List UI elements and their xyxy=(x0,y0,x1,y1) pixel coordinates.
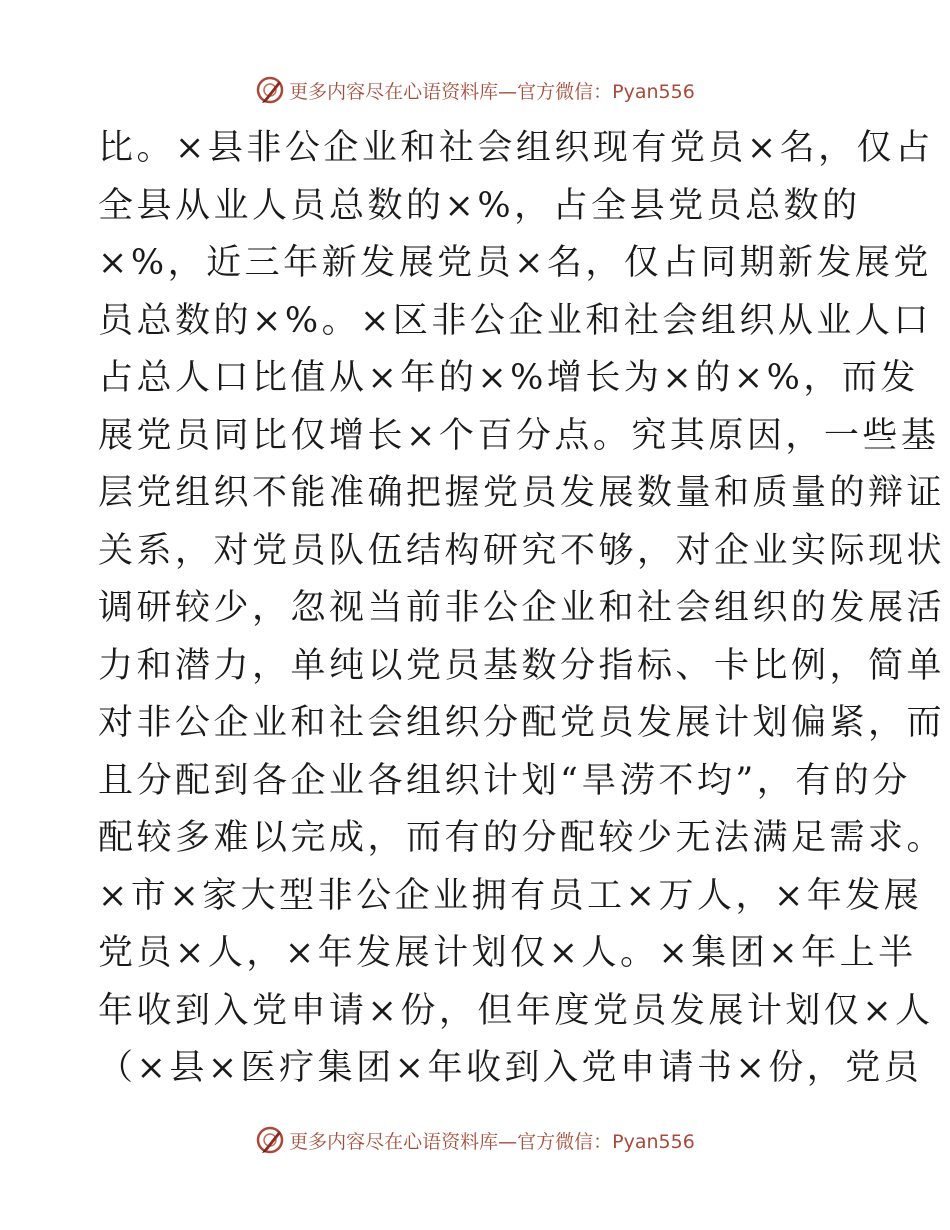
text-line: （×县×医疗集团×年收到入党申请书×份，党员 xyxy=(98,1048,923,1088)
text-line: 年收到入党申请×份，但年度党员发展计划仅×人 xyxy=(98,990,934,1031)
text-line: 层党组织不能准确把握党员发展数量和质量的辩证 xyxy=(98,473,946,513)
text-line: ×%，近三年新发展党员×名，仅占同期新发展党 xyxy=(98,243,932,283)
text-line: 力和潜力，单纯以党员基数分指标、卡比例，简单 xyxy=(98,645,946,686)
document-body xyxy=(98,120,946,1098)
text-line: 调研较少，忽视当前非公企业和社会组织的发展活 xyxy=(98,588,946,628)
text-line: 占总人口比值从×年的×%增长为×的×%，而发 xyxy=(98,358,919,398)
text-line: 且分配到各企业各组织计划“旱涝不均”，有的分 xyxy=(98,760,911,801)
watermark-text: 更多内容尽在心语资料库—官方微信：Pyan556 xyxy=(289,80,695,103)
text-line: 员总数的×%。×区非公企业和社会组织从业人口 xyxy=(98,300,932,341)
text-line: 党员×人，×年发展计划仅×人。×集团×年上半 xyxy=(98,933,917,973)
text-line: 比。×县非公企业和社会组织现有党员×名，仅占 xyxy=(98,128,934,168)
text-line: 展党员同比仅增长×个百分点。究其原因，一些基 xyxy=(98,415,940,456)
text-line: 全县从业人员总数的×%，占全县党员总数的 xyxy=(98,185,861,226)
text-line: ×市×家大型非公企业拥有员工×万人，×年发展 xyxy=(98,875,923,916)
header-watermark xyxy=(0,70,950,110)
text-line: 关系，对党员队伍结构研究不够，对企业实际现状 xyxy=(98,530,946,571)
footer-watermark xyxy=(0,1120,950,1160)
pen-circle-logo-icon xyxy=(255,1125,285,1155)
text-line: 对非公企业和社会组织分配党员发展计划偏紧，而 xyxy=(98,703,946,743)
pen-circle-logo-icon xyxy=(255,75,285,105)
text-line: 配较多难以完成，而有的分配较少无法满足需求。 xyxy=(98,818,946,858)
watermark-text: 更多内容尽在心语资料库—官方微信：Pyan556 xyxy=(289,1130,695,1153)
